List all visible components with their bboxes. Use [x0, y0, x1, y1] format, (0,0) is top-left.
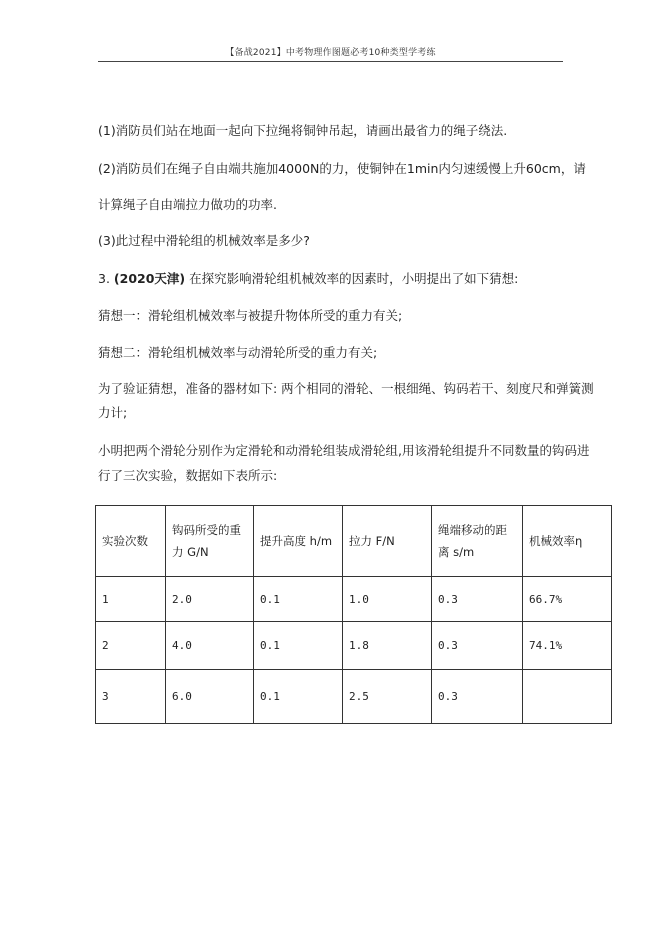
cell-efficiency: 66.7% — [523, 577, 612, 622]
cell-distance: 0.3 — [432, 622, 523, 670]
table-row — [96, 577, 612, 622]
page-header: 【备战2021】中考物理作图题必考10种类型学考练 — [225, 48, 436, 58]
experiment-data-table — [95, 505, 612, 724]
header-trial: 实验次数 — [96, 506, 166, 577]
question-part-2-line-1: (2)消防员们在绳子自由端共施加4000N的力，使铜钟在1min内匀速缓慢上升60cm，请 — [98, 161, 586, 176]
header-distance: 绳端移动的距离 s/m — [432, 506, 523, 577]
equipment-line-1: 为了验证猜想，准备的器材如下: 两个相同的滑轮、一根细绳、钩码若干、刻度尺和弹簧测 — [98, 381, 594, 396]
cell-height: 0.1 — [254, 577, 343, 622]
equipment-line-2: 力计; — [98, 405, 128, 420]
question-part-2-line-2: 计算绳子自由端拉力做功的功率. — [98, 197, 277, 212]
cell-force: 2.5 — [343, 670, 432, 724]
cell-force: 1.8 — [343, 622, 432, 670]
cell-trial: 1 — [96, 577, 166, 622]
cell-distance: 0.3 — [432, 577, 523, 622]
table-row — [96, 622, 612, 670]
experiment-line-2: 行了三次实验，数据如下表所示: — [98, 468, 278, 483]
cell-weight: 2.0 — [166, 577, 254, 622]
question-number: 3. — [98, 271, 110, 286]
question-part-1: (1)消防员们站在地面一起向下拉绳将铜钟吊起，请画出最省力的绳子绕法. — [98, 123, 508, 138]
question-source: (2020天津) — [113, 271, 186, 286]
header-height: 提升高度 h/m — [254, 506, 343, 577]
question-3-intro — [98, 271, 568, 287]
header-efficiency: 机械效率η — [523, 506, 612, 577]
header-weight: 钩码所受的重力 G/N — [166, 506, 254, 577]
cell-height: 0.1 — [254, 670, 343, 724]
question-3-text: 在探究影响滑轮组机械效率的因素时，小明提出了如下猜想: — [189, 271, 519, 286]
cell-weight: 6.0 — [166, 670, 254, 724]
cell-height: 0.1 — [254, 622, 343, 670]
question-part-3: (3)此过程中滑轮组的机械效率是多少? — [98, 233, 310, 248]
header-divider — [98, 61, 563, 62]
guess-one: 猜想一：滑轮组机械效率与被提升物体所受的重力有关; — [98, 308, 403, 323]
header-force: 拉力 F/N — [343, 506, 432, 577]
experiment-line-1: 小明把两个滑轮分别作为定滑轮和动滑轮组装成滑轮组,用该滑轮组提升不同数量的钩码进 — [98, 443, 590, 458]
table-row — [96, 670, 612, 724]
cell-efficiency — [523, 670, 612, 724]
cell-trial: 2 — [96, 622, 166, 670]
cell-efficiency: 74.1% — [523, 622, 612, 670]
cell-force: 1.0 — [343, 577, 432, 622]
guess-two: 猜想二：滑轮组机械效率与动滑轮所受的重力有关; — [98, 345, 378, 360]
cell-weight: 4.0 — [166, 622, 254, 670]
cell-distance: 0.3 — [432, 670, 523, 724]
cell-trial: 3 — [96, 670, 166, 724]
table-header-row — [96, 506, 612, 577]
